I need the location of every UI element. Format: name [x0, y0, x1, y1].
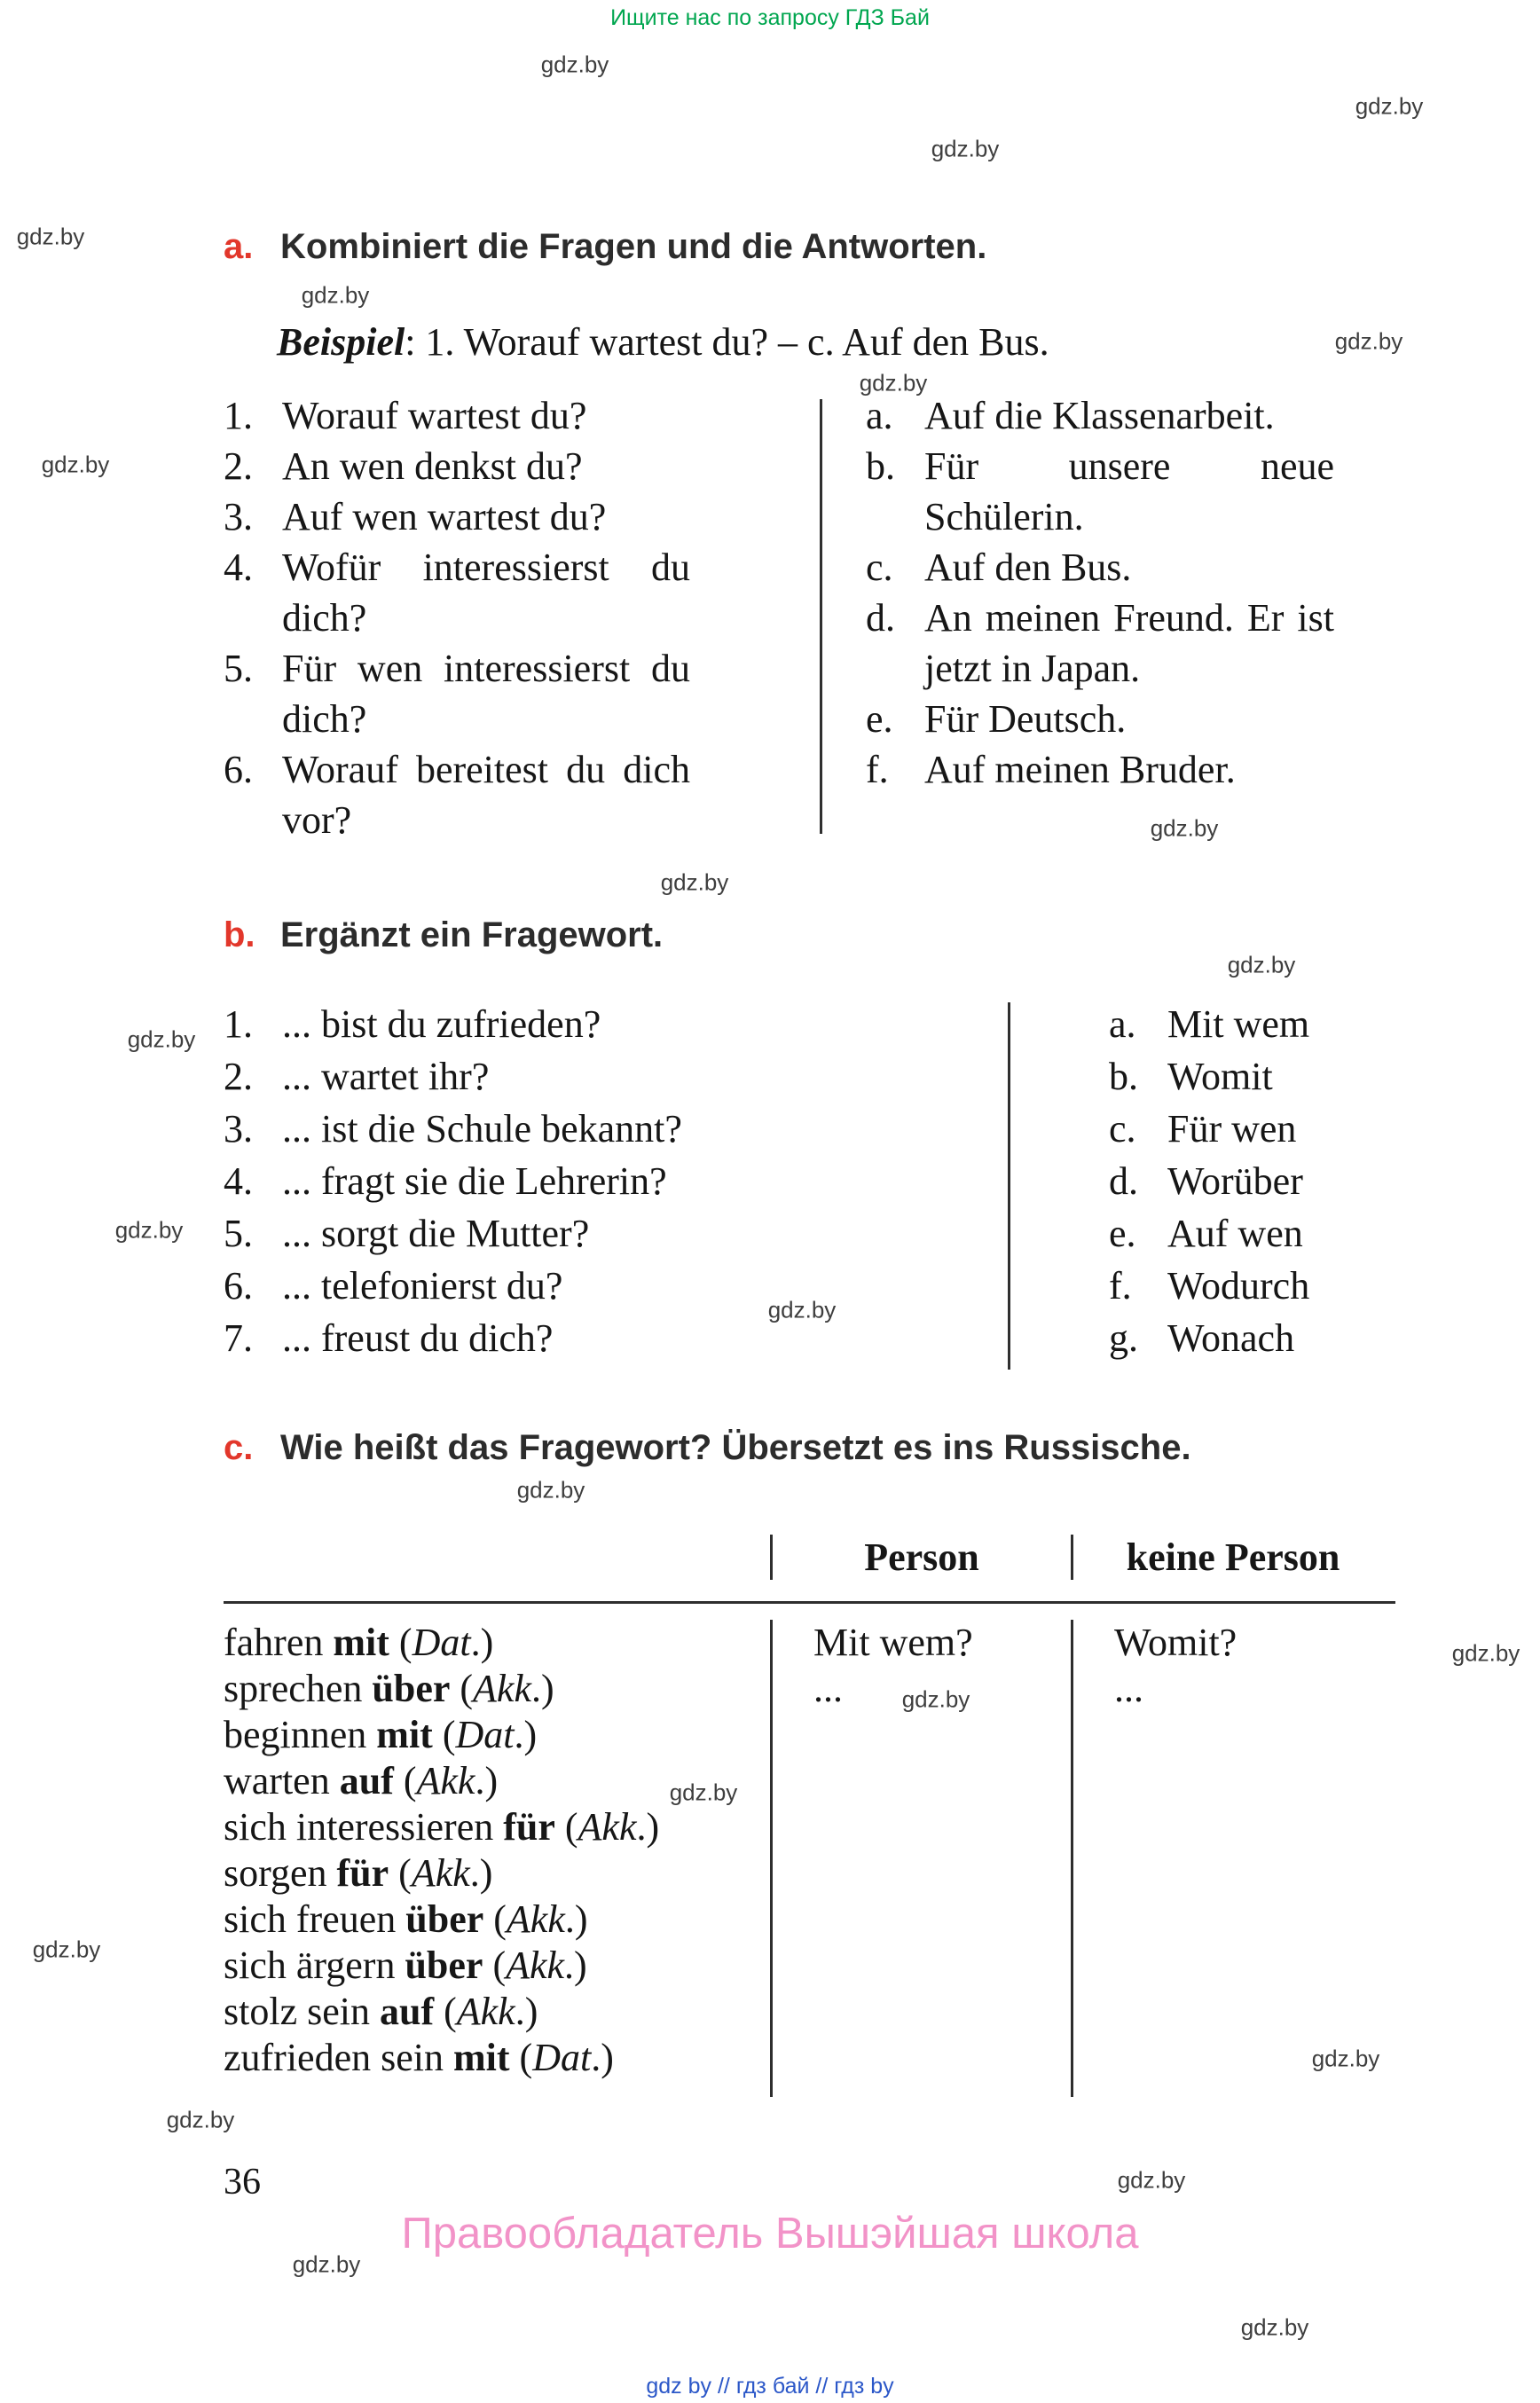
- verb-case: Akk: [506, 1897, 565, 1941]
- verb-preposition: mit: [333, 1621, 389, 1664]
- keine-person-cell: ...: [1114, 1667, 1143, 1710]
- watermark: gdz.by: [292, 2250, 361, 2278]
- watermark: gdz.by: [1150, 814, 1219, 842]
- page-number: 36: [224, 2162, 261, 2203]
- option-text: Wodurch: [1167, 1264, 1310, 1308]
- footer-link[interactable]: gdz by: [646, 2374, 712, 2399]
- verb-row: zufrieden sein mit (Dat.): [224, 2036, 614, 2079]
- verb-row: sich interessieren für (Akk.): [224, 1805, 660, 1849]
- question-text: ... bist du zufrieden?: [282, 1002, 601, 1046]
- answer-number: f.: [866, 748, 889, 791]
- option-text: Womit: [1167, 1055, 1273, 1098]
- fragewort-table: [224, 1513, 1395, 2097]
- watermark: gdz.by: [901, 1685, 970, 1713]
- answer-text: Auf die Klassenarbeit.: [924, 394, 1275, 437]
- divider-line: [820, 399, 822, 834]
- answer-item: [866, 744, 1334, 795]
- verb-preposition: mit: [453, 2036, 510, 2079]
- question-item: [224, 998, 933, 1050]
- verb-case: Akk: [416, 1759, 475, 1802]
- verb-case: Dat: [455, 1713, 515, 1756]
- watermark: gdz.by: [32, 1936, 101, 1963]
- footer-links: [0, 2374, 1540, 2399]
- answer-number: d.: [866, 596, 895, 640]
- question-item: [224, 643, 690, 744]
- verb-preposition: auf: [339, 1759, 394, 1802]
- question-number: 4.: [224, 1159, 253, 1203]
- question-text: Auf wen wartest du?: [282, 495, 607, 538]
- question-number: 6.: [224, 1264, 253, 1308]
- question-text: Für wen interessierst du dich?: [282, 647, 690, 741]
- option-number: e.: [1109, 1212, 1136, 1255]
- watermark: gdz.by: [516, 1476, 585, 1504]
- keine-person-cell: Womit?: [1114, 1621, 1238, 1664]
- question-text: Worauf wartest du?: [282, 394, 587, 437]
- answer-text: An meinen Freund. Er ist jetzt in Japan.: [924, 596, 1334, 690]
- exercise-a-letter: a.: [224, 227, 254, 266]
- option-item: [1109, 1050, 1481, 1103]
- watermark: gdz.by: [660, 868, 729, 896]
- watermark: gdz.by: [1355, 92, 1424, 120]
- answer-item: [866, 694, 1334, 744]
- watermark: gdz.by: [41, 451, 110, 478]
- top-banner-text: Ищите нас по запросу ГДЗ Бай: [610, 5, 930, 30]
- exercise-a-title: Kombiniert die Fragen und die Antworten.: [280, 227, 987, 266]
- verb-case: Akk: [411, 1851, 470, 1895]
- table-body: [224, 1604, 1395, 2097]
- question-item: [224, 1312, 933, 1364]
- person-cell: Mit wem?: [813, 1621, 973, 1664]
- verb-preposition: mit: [376, 1713, 433, 1756]
- b-questions: [224, 998, 933, 1364]
- question-item: [224, 1207, 933, 1260]
- verb-case: Dat: [412, 1621, 471, 1664]
- option-number: c.: [1109, 1107, 1136, 1150]
- verb-row: warten auf (Akk.): [224, 1759, 499, 1802]
- answer-text: Auf den Bus.: [924, 546, 1132, 589]
- question-text: An wen denkst du?: [282, 444, 583, 488]
- verb-preposition: für: [336, 1851, 389, 1895]
- b-options: [1109, 998, 1481, 1364]
- question-number: 3.: [224, 1107, 253, 1150]
- question-number: 2.: [224, 444, 253, 488]
- question-text: ... ist die Schule bekannt?: [282, 1107, 682, 1150]
- option-item: [1109, 1103, 1481, 1155]
- question-item: [224, 1155, 933, 1207]
- col-header-keine-person: keine Person: [1126, 1535, 1340, 1579]
- verb-preposition: über: [405, 1897, 484, 1941]
- question-number: 3.: [224, 495, 253, 538]
- watermark: gdz.by: [166, 2106, 235, 2133]
- footer-link[interactable]: гдз бай: [735, 2374, 810, 2399]
- footer-link[interactable]: гдз by: [834, 2374, 894, 2399]
- verb-case: Akk: [473, 1667, 531, 1710]
- answer-number: b.: [866, 444, 895, 488]
- option-number: g.: [1109, 1316, 1138, 1360]
- watermark: gdz.by: [1240, 2313, 1309, 2341]
- footer-separator: //: [809, 2374, 835, 2399]
- question-number: 1.: [224, 394, 253, 437]
- option-item: [1109, 998, 1481, 1050]
- watermark: gdz.by: [127, 1025, 196, 1053]
- table-header-row: [224, 1513, 1395, 1604]
- option-item: [1109, 1312, 1481, 1364]
- watermark: gdz.by: [1227, 951, 1296, 978]
- person-cells: [770, 1620, 1071, 2097]
- option-number: a.: [1109, 1002, 1136, 1046]
- option-item: [1109, 1155, 1481, 1207]
- verb-preposition: auf: [379, 1990, 435, 2033]
- question-number: 5.: [224, 647, 253, 690]
- question-item: [224, 390, 690, 441]
- question-text: ... fragt sie die Lehrerin?: [282, 1159, 667, 1203]
- exercise-c-heading: [224, 1428, 1465, 1468]
- example-label: Beispiel: [277, 320, 405, 364]
- option-number: d.: [1109, 1159, 1138, 1203]
- question-number: 1.: [224, 1002, 253, 1046]
- footer-separator: //: [711, 2374, 736, 2399]
- a-answers: [866, 390, 1334, 795]
- answer-text: Für Deutsch.: [924, 697, 1127, 741]
- example-text: : 1. Worauf wartest du? – c. Auf den Bus.: [405, 320, 1049, 364]
- verb-preposition: über: [405, 1944, 483, 1987]
- answer-number: a.: [866, 394, 893, 437]
- option-number: f.: [1109, 1264, 1132, 1308]
- watermark: gdz.by: [767, 1296, 837, 1323]
- watermark: gdz.by: [859, 369, 928, 397]
- verb-case: Akk: [578, 1805, 637, 1849]
- a-questions: [224, 390, 690, 845]
- question-item: [224, 1103, 933, 1155]
- verb-case: Akk: [456, 1990, 515, 2033]
- answer-item: [866, 441, 1334, 542]
- exercise-c-letter: c.: [224, 1428, 254, 1467]
- question-text: Worauf bereitest du dich vor?: [282, 748, 690, 842]
- question-text: ... wartet ihr?: [282, 1055, 490, 1098]
- exercise-b-letter: b.: [224, 915, 255, 954]
- watermark: gdz.by: [540, 51, 609, 78]
- option-item: [1109, 1207, 1481, 1260]
- watermark: gdz.by: [16, 223, 85, 250]
- watermark: gdz.by: [1451, 1639, 1520, 1667]
- verb-case: Akk: [506, 1944, 565, 1987]
- verb-row: sorgen für (Akk.): [224, 1851, 493, 1895]
- option-text: Wonach: [1167, 1316, 1295, 1360]
- copyright-text: Правообладатель Вышэйшая школа: [401, 2210, 1139, 2258]
- divider-line: [1008, 1002, 1010, 1370]
- question-item: [224, 1050, 933, 1103]
- verb-preposition: für: [503, 1805, 555, 1849]
- option-number: b.: [1109, 1055, 1138, 1098]
- exercise-b-title: Ergänzt ein Fragewort.: [280, 915, 664, 954]
- watermark: gdz.by: [1311, 2045, 1380, 2072]
- watermark: gdz.by: [1334, 327, 1403, 355]
- watermark: gdz.by: [669, 1779, 738, 1806]
- verb-row: fahren mit (Dat.): [224, 1621, 494, 1664]
- answer-item: [866, 593, 1334, 694]
- verb-row: stolz sein auf (Akk.): [224, 1990, 538, 2033]
- answer-text: Für unsere neue Schülerin.: [924, 444, 1334, 538]
- question-item: [224, 1260, 933, 1312]
- option-text: Für wen: [1167, 1107, 1297, 1150]
- question-number: 2.: [224, 1055, 253, 1098]
- verb-row: sprechen über (Akk.): [224, 1667, 554, 1710]
- example-line: [277, 319, 1049, 365]
- keine-person-cells: [1071, 1620, 1393, 2097]
- person-cell: ...: [813, 1667, 843, 1710]
- answer-item: [866, 542, 1334, 593]
- answer-number: e.: [866, 697, 893, 741]
- watermark: gdz.by: [931, 135, 1000, 162]
- verb-case: Dat: [532, 2036, 592, 2079]
- watermark: gdz.by: [1117, 2166, 1186, 2194]
- option-item: [1109, 1260, 1481, 1312]
- option-text: Mit wem: [1167, 1002, 1310, 1046]
- question-text: Wofür interessierst du dich?: [282, 546, 690, 640]
- verb-row: sich freuen über (Akk.): [224, 1897, 588, 1941]
- exercise-a-heading: [224, 227, 1377, 267]
- question-item: [224, 441, 690, 491]
- question-text: ... sorgt die Mutter?: [282, 1212, 590, 1255]
- verb-list: [224, 1620, 770, 2097]
- answer-text: Auf meinen Bruder.: [924, 748, 1236, 791]
- question-number: 5.: [224, 1212, 253, 1255]
- question-item: [224, 542, 690, 643]
- question-number: 4.: [224, 546, 253, 589]
- answer-number: c.: [866, 546, 893, 589]
- verb-row: beginnen mit (Dat.): [224, 1713, 538, 1756]
- option-text: Worüber: [1167, 1159, 1303, 1203]
- question-number: 7.: [224, 1316, 253, 1360]
- question-number: 6.: [224, 748, 253, 791]
- verb-preposition: über: [372, 1667, 451, 1710]
- watermark: gdz.by: [301, 281, 370, 309]
- question-text: ... freust du dich?: [282, 1316, 554, 1360]
- col-header-person: Person: [864, 1535, 979, 1579]
- exercise-b-heading: [224, 915, 1377, 955]
- exercise-c-title: Wie heißt das Fragewort? Übersetzt es ins Russische.: [280, 1428, 1191, 1467]
- question-item: [224, 491, 690, 542]
- verb-row: sich ärgern über (Akk.): [224, 1944, 587, 1987]
- answer-item: [866, 390, 1334, 441]
- watermark: gdz.by: [114, 1216, 184, 1244]
- option-text: Auf wen: [1167, 1212, 1303, 1255]
- question-text: ... telefonierst du?: [282, 1264, 563, 1308]
- question-item: [224, 744, 690, 845]
